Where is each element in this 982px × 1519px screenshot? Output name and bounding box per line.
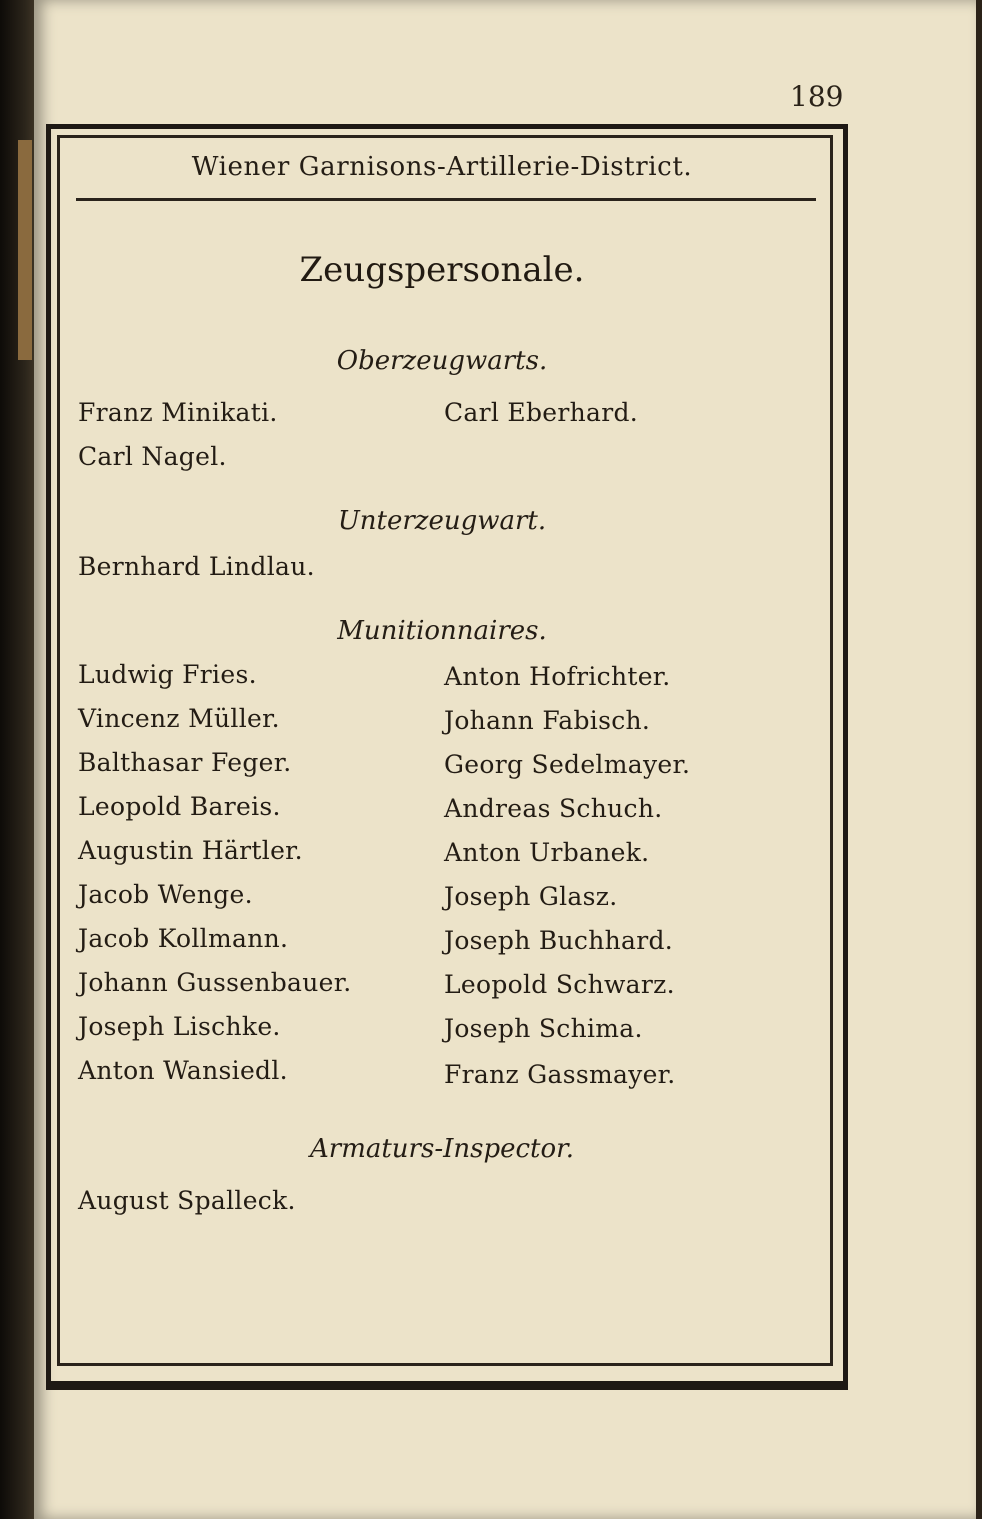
header-rule [76, 198, 816, 201]
name-entry: Carl Nagel. [78, 442, 227, 471]
name-entry: Balthasar Feger. [78, 748, 292, 777]
name-entry: Anton Hofrichter. [444, 662, 671, 691]
name-entry: Andreas Schuch. [444, 794, 663, 823]
name-entry: Joseph Schima. [444, 1014, 643, 1043]
name-entry: Augustin Härtler. [78, 836, 303, 865]
subsection-title-munitionnaires: Munitionnaires. [337, 616, 547, 646]
page-header: Wiener Garnisons-Artillerie-District. [191, 152, 693, 182]
name-entry: Franz Minikati. [78, 398, 278, 427]
name-entry: Ludwig Fries. [78, 660, 257, 689]
name-entry: Johann Fabisch. [444, 706, 651, 735]
subsection-title-oberzeugwarts: Oberzeugwarts. [336, 346, 548, 376]
page-edge [976, 0, 982, 1519]
name-entry: Carl Eberhard. [444, 398, 639, 427]
name-entry: Joseph Glasz. [444, 882, 618, 911]
name-entry: Georg Sedelmayer. [444, 750, 691, 779]
name-entry: Johann Gussenbauer. [78, 968, 352, 997]
name-entry: Bernhard Lindlau. [78, 552, 315, 581]
name-entry: Jacob Kollmann. [78, 924, 289, 953]
name-entry: Leopold Schwarz. [444, 970, 675, 999]
name-entry: Joseph Lischke. [78, 1012, 281, 1041]
subsection-title-armaturs-inspector: Armaturs-Inspector. [310, 1134, 574, 1164]
name-entry: Jacob Wenge. [78, 880, 253, 909]
name-entry: August Spalleck. [78, 1186, 296, 1215]
gutter-tab [18, 140, 32, 360]
name-entry: Joseph Buchhard. [444, 926, 674, 955]
name-entry: Leopold Bareis. [78, 792, 281, 821]
section-title: Zeugspersonale. [299, 250, 585, 290]
name-entry: Anton Urbanek. [444, 838, 650, 867]
name-entry: Vincenz Müller. [78, 704, 280, 733]
subsection-title-unterzeugwart: Unterzeugwart. [337, 506, 547, 536]
name-entry: Franz Gassmayer. [444, 1060, 676, 1089]
name-entry: Anton Wansiedl. [78, 1056, 288, 1085]
page-number: 189 [790, 80, 844, 113]
